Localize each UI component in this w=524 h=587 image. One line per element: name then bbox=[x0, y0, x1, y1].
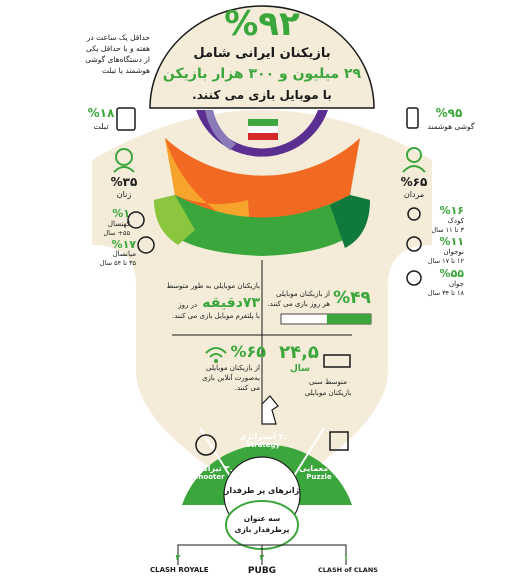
game-logo-clash-of-clans: CLASH of CLANS bbox=[318, 566, 378, 574]
child-label: کودک bbox=[447, 217, 464, 225]
phone-percent: %۹۵ bbox=[435, 106, 463, 120]
daily-line3: با پلتفرم موبایل بازی می کنند. bbox=[172, 312, 260, 320]
game-rank: ۳ bbox=[175, 553, 181, 562]
everyday-percent: %۴۹ bbox=[333, 288, 371, 308]
old-percent: %۱ bbox=[112, 207, 130, 220]
middle-percent: %۱۷ bbox=[111, 238, 136, 251]
game-rank: ۱ bbox=[343, 553, 349, 562]
young-percent: %۵۵ bbox=[439, 267, 464, 280]
genre-puzzle bbox=[292, 464, 346, 481]
teen-percent: %۱۱ bbox=[439, 235, 464, 248]
online-line1: از بازیکنان موبایلی bbox=[206, 364, 260, 372]
header-note-line: حداقل یک ساعت در bbox=[86, 33, 150, 42]
online-line2: به‌صورت آنلاین بازی bbox=[202, 374, 260, 382]
genre-puzzle-fa: معمایی bbox=[299, 464, 329, 473]
genre-shooter-fa: تیراندازی bbox=[185, 464, 222, 473]
teen-range: ۱۲ تا ۱۷ سال bbox=[427, 257, 464, 265]
header-note-line: هفته و با حداقل یکی bbox=[86, 44, 150, 53]
genre-shooter-num: .۳ bbox=[224, 464, 233, 473]
header-note-line: از دستگاه‌های گوشی bbox=[85, 55, 150, 64]
young-label: جوان bbox=[448, 280, 464, 288]
genre-puzzle-num: .۱ bbox=[330, 464, 339, 473]
genre-strategy-title bbox=[232, 432, 294, 441]
header-note bbox=[56, 32, 150, 76]
game-rank: ۲ bbox=[259, 553, 265, 562]
teen-label: نوجوان bbox=[443, 248, 464, 256]
tablet-label: تبلت bbox=[93, 122, 109, 131]
genre-shooter-title bbox=[182, 464, 236, 473]
daily-value: ۷۳دقیقه bbox=[202, 295, 260, 311]
men-percent: %۶۵ bbox=[400, 175, 428, 189]
tablet-percent: %۱۸ bbox=[87, 106, 115, 120]
genre-puzzle-title bbox=[292, 464, 346, 473]
middle-range: ۳۵ تا ۵۴ سال bbox=[99, 259, 136, 267]
everyday-line2: هر روز بازی می کنند. bbox=[267, 300, 330, 308]
genre-strategy-en: Strategy bbox=[245, 441, 281, 449]
age-avg-line2: بازیکنان موبایلی bbox=[304, 389, 352, 397]
games-title-line2: پرطرفدار بازی bbox=[234, 525, 290, 534]
young-icon bbox=[407, 271, 421, 285]
genre-strategy bbox=[232, 432, 294, 449]
game-logo-clash-royale: CLASH ROYALE bbox=[150, 566, 209, 574]
women-label: زنان bbox=[116, 190, 132, 199]
flag-white bbox=[248, 126, 278, 133]
genre-shooter bbox=[182, 464, 236, 481]
age-avg-unit: سال bbox=[289, 364, 311, 374]
everyday-bar-fill bbox=[327, 314, 371, 324]
header-line1: بازیکنان ایرانی شامل bbox=[193, 46, 331, 61]
middle-label: میانسال bbox=[112, 250, 136, 258]
online-percent: %۶۵ bbox=[230, 342, 266, 361]
games-title-line1: سه عنوان bbox=[243, 514, 281, 523]
game-logo-pubg: PUBG bbox=[247, 566, 277, 576]
header-note-line: هوشمند یا تبلت bbox=[102, 66, 150, 75]
online-line3: می کنند. bbox=[234, 384, 260, 392]
child-percent: %۱۶ bbox=[439, 204, 464, 217]
header-line2: ۲۹ میلیون و ۳۰۰ هزار بازیکن bbox=[162, 66, 362, 82]
everyday-line1: از بازیکنان موبایلی bbox=[276, 290, 330, 298]
flag-red bbox=[248, 133, 278, 140]
phone-label: گوشی هوشمند bbox=[427, 122, 475, 131]
young-range: ۱۸ تا ۳۴ سال bbox=[427, 289, 464, 297]
header-line3: با موبایل بازی می کنند. bbox=[192, 88, 332, 102]
genre-strategy-fa: استراتژی bbox=[239, 432, 277, 441]
age-avg-value: ۲۴,۵ bbox=[279, 342, 319, 363]
child-range: ۳ تا ۱۱ سال bbox=[431, 226, 464, 234]
daily-suffix: در روز bbox=[178, 301, 198, 309]
header-percent: %۹۲ bbox=[224, 4, 300, 44]
women-percent: %۳۵ bbox=[110, 175, 138, 189]
genre-strategy-num: .۲ bbox=[278, 432, 287, 441]
old-range: ۵۵+ سال bbox=[103, 229, 130, 237]
flag-green bbox=[248, 119, 278, 126]
phone-icon bbox=[407, 108, 418, 128]
wifi-icon-dot bbox=[214, 359, 218, 363]
daily-value-row bbox=[172, 292, 260, 311]
genres-center-label: ژانرهای پر طرفدار bbox=[224, 486, 300, 495]
genre-puzzle-en: Puzzle bbox=[306, 473, 332, 481]
genre-shooter-en: Shooter bbox=[193, 473, 225, 481]
men-label: مردان bbox=[403, 190, 425, 199]
tablet-icon bbox=[117, 108, 135, 130]
age-avg-line1: متوسط سنی bbox=[308, 378, 348, 386]
daily-line1: بازیکنان موبایلی به طور متوسط bbox=[166, 282, 260, 290]
old-label: کهنسال bbox=[107, 220, 130, 228]
